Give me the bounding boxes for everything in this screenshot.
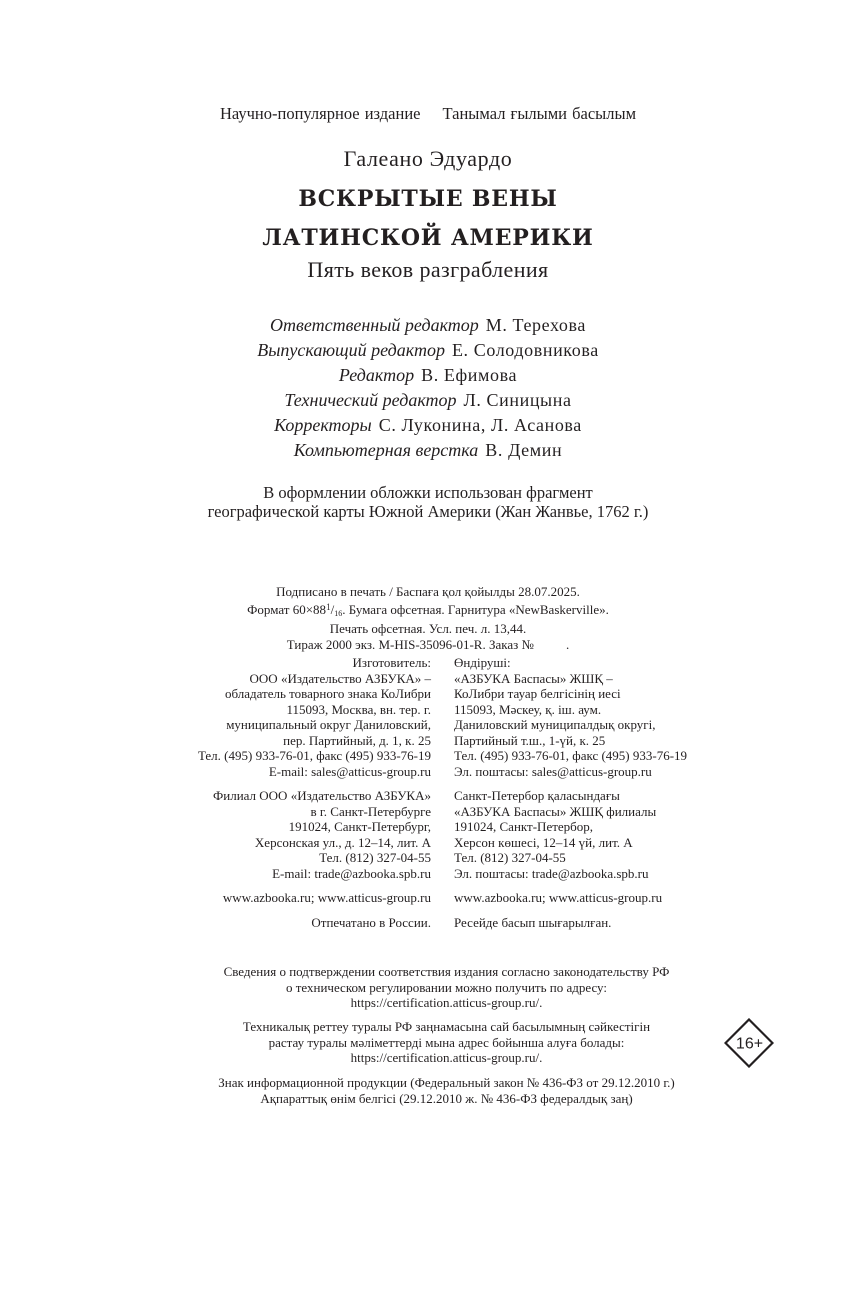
format-slash: / <box>330 601 335 617</box>
manufacturer-kz-line: Даниловский муниципалдық округі, <box>454 717 656 732</box>
book-title-line-2: ЛАТИНСКОЙ АМЕРИКИ <box>262 225 594 251</box>
print-format <box>0 600 856 622</box>
credit-row <box>0 363 856 388</box>
credit-name: В. Демин <box>485 440 563 460</box>
print-run <box>0 637 856 653</box>
manufacturer-ru-line: муниципальный округ Даниловский, <box>226 717 431 732</box>
branch-kz-line: Херсон көшесі, 12–14 үй, лит. А <box>454 834 633 850</box>
credit-role: Технический редактор <box>284 390 457 410</box>
certification-ru-line: https://certification.atticus-group.ru/. <box>350 995 543 1010</box>
print-info <box>0 584 856 652</box>
manufacturer-kz-line: 115093, Мәскеу, қ. іш. аум. <box>454 701 602 717</box>
branch-ru-line: 191024, Санкт-Петербург, <box>288 819 431 834</box>
branch-kz-line: Эл. поштасы: trade@azbooka.spb.ru <box>454 865 649 881</box>
credit-row <box>0 313 856 338</box>
manufacturer-kz <box>454 655 687 779</box>
branch-ru-line: E-mail: trade@azbooka.spb.ru <box>272 865 431 881</box>
format-prefix: Формат 60×88 <box>247 601 327 617</box>
credit-name: Е. Солодовникова <box>451 340 599 360</box>
format-numerator: 1 <box>326 601 331 612</box>
credit-row <box>0 338 856 363</box>
edition-type <box>0 104 856 124</box>
info-mark-ru: Знак информационной продукции (Федеральный закон № 436-ФЗ от 29.12.2010 г.) <box>218 1075 675 1090</box>
branch-ru-line: Тел. (812) 327-04-55 <box>319 850 431 865</box>
book-title-line-1: ВСКРЫТЫЕ ВЕНЫ <box>298 186 558 212</box>
manufacturer-kz-line: Эл. поштасы: sales@atticus-group.ru <box>454 763 652 779</box>
credit-name: С. Луконина, Л. Асанова <box>378 415 582 435</box>
credit-role: Ответственный редактор <box>270 315 479 335</box>
cover-note-line: географической карты Южной Америки (Жан Жанвье, 1762 г.) <box>207 502 649 521</box>
print-run-tail: . <box>565 636 570 652</box>
manufacturer-ru-line: ООО «Издательство АЗБУКА» – <box>249 670 431 686</box>
credits-list <box>0 313 856 463</box>
websites-ru: www.azbooka.ru; www.atticus-group.ru <box>222 890 431 905</box>
branch-kz <box>454 788 656 881</box>
credit-row <box>0 388 856 413</box>
manufacturer-kz-line: Партийный т.ш., 1-үй, к. 25 <box>454 732 606 748</box>
printed-in-ru: Отпечатано в России. <box>311 915 431 930</box>
manufacturer-ru-line: Тел. (495) 933-76-01, факс (495) 933-76-19 <box>197 748 431 763</box>
printed-in-kz: Ресейде басып шығарылған. <box>454 915 612 930</box>
cover-note-line: В оформлении обложки использован фрагмент <box>263 483 593 502</box>
certification-ru <box>0 964 856 1011</box>
manufacturer-kz-line: Тел. (495) 933-76-01, факс (495) 933-76-19 <box>454 748 688 763</box>
certification-kz-line: растау туралы мәліметтерді мына адрес бойынша алуға болады: <box>268 1034 625 1050</box>
manufacturer-ru-line: Изготовитель: <box>352 655 431 670</box>
branch-ru-line: Херсонская ул., д. 12–14, лит. А <box>254 834 431 850</box>
cover-note <box>0 483 856 521</box>
info-product-mark <box>0 1075 856 1106</box>
format-denominator: 16 <box>334 608 343 618</box>
manufacturer-kz-line: КоЛибри тауар белгісінің иесі <box>454 686 621 701</box>
branch-kz-line: Санкт-Петербор қаласындағы <box>454 788 620 803</box>
credit-role: Компьютерная верстка <box>293 440 479 460</box>
manufacturer-ru-line: 115093, Москва, вн. тер. г. <box>286 701 431 717</box>
print-signed: Подписано в печать / Баспаға қол қойылды 28.07.2025. <box>276 584 580 599</box>
branch-kz-line: «АЗБУКА Баспасы» ЖШҚ филиалы <box>454 803 657 819</box>
edition-type-ru: Научно-популярное издание <box>219 104 421 123</box>
info-mark-kz: Ақпараттық өнім белгісі (29.12.2010 ж. № 436-ФЗ федералдық заң) <box>260 1090 633 1106</box>
certification-ru-line: о техническом регулировании можно получить по адресу: <box>285 979 607 995</box>
branch-ru-line: в г. Санкт-Петербурге <box>310 803 431 819</box>
branch-ru-line: Филиал ООО «Издательство АЗБУКА» <box>212 788 431 803</box>
credit-name: В. Ефимова <box>421 365 518 385</box>
manufacturer-kz-line: «АЗБУКА Баспасы» ЖШҚ – <box>454 670 613 686</box>
manufacturer-kz-line: Өндіруші: <box>454 655 511 670</box>
certification-kz-line: Техникалық реттеу туралы РФ заңнамасына сай басылымның сәйкестігін <box>242 1019 651 1034</box>
certification-ru-line: Сведения о подтверждении соответствия издания согласно законодательству РФ <box>223 964 670 979</box>
print-run-text: Тираж 2000 экз. M-HIS-35096-01-R. Заказ № <box>286 636 534 652</box>
manufacturer-ru-line: обладатель товарного знака КоЛибри <box>224 686 431 701</box>
manufacturer-ru-line: пер. Партийный, д. 1, к. 25 <box>283 732 431 748</box>
credit-row <box>0 413 856 438</box>
format-suffix: . Бумага офсетная. Гарнитура «NewBaskerville». <box>342 601 609 617</box>
manufacturer-ru <box>198 655 431 779</box>
age-rating-badge <box>724 1018 774 1068</box>
age-rating-text: 16+ <box>735 1035 764 1053</box>
certification-kz-line: https://certification.atticus-group.ru/. <box>350 1050 543 1065</box>
book-subtitle: Пять веков разграбления <box>307 257 549 282</box>
branch-kz-line: Тел. (812) 327-04-55 <box>454 850 566 865</box>
branch-kz-line: 191024, Санкт-Петербор, <box>454 819 594 834</box>
credit-row <box>0 438 856 463</box>
credit-name: М. Терехова <box>485 315 586 335</box>
format-fraction <box>326 602 342 617</box>
websites-kz: www.azbooka.ru; www.atticus-group.ru <box>454 890 663 905</box>
credit-name: Л. Синицына <box>463 390 572 410</box>
credit-role: Выпускающий редактор <box>257 340 445 360</box>
book-author: Галеано Эдуардо <box>343 146 513 171</box>
credit-role: Редактор <box>338 365 415 385</box>
credit-role: Корректоры <box>274 415 372 435</box>
print-method: Печать офсетная. Усл. печ. л. 13,44. <box>329 621 527 636</box>
manufacturer-ru-line: E-mail: sales@atticus-group.ru <box>268 763 431 779</box>
branch-ru <box>213 788 431 881</box>
edition-type-kz: Танымал ғылыми басылым <box>442 104 637 123</box>
